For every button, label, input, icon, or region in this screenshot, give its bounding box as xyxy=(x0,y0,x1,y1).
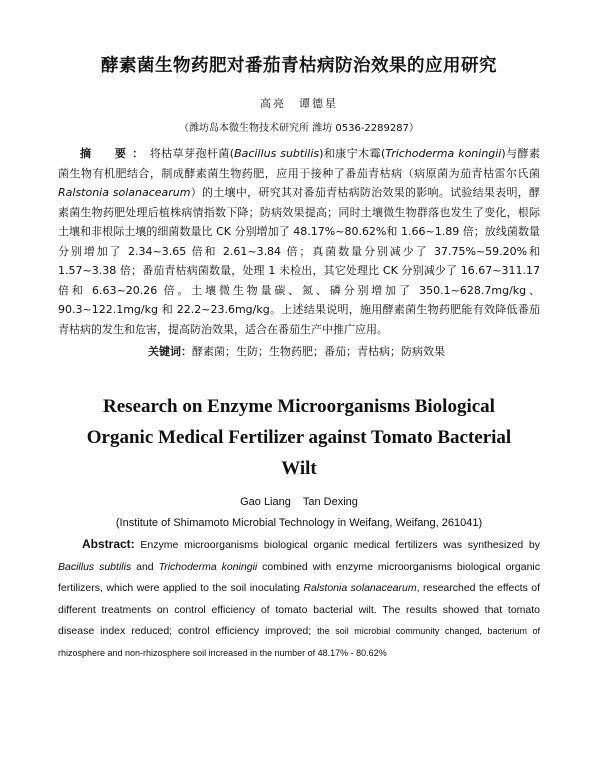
chinese-title: 酵素菌生物药肥对番茄青枯病防治效果的应用研究 xyxy=(101,56,497,76)
english-abstract-species-trichoderma: Trichoderma koningii xyxy=(158,560,258,573)
english-abstract-text-1: Enzyme microorganisms biological organic medical fertilizers was synthesized by xyxy=(134,539,540,551)
english-abstract-text-3: , researched the effects of different treatments on control efficiency of tomato bacterial wilt. The results showed that tomato disease index reduced; control efficiency improved; xyxy=(58,582,540,637)
chinese-abstract-text-3: )与酵素菌生物有机肥结合，制成酵素菌生物药肥，应用于接种了番茄青枯病（病原菌为茄青枯雷尔氏菌 xyxy=(58,147,541,180)
chinese-abstract-text-4: ）的土壤中，研究其对番茄青枯病防治效果的影响。试验结果表明，酵素菌生物药肥处理后植株病情指数下降；防病效果提高；同时土壤微生物群落也发生了变化，根际土壤和非根际土壤的细菌数量比 CK 分别增加了 48.17%~80.62%和 1.66~1.89 倍；放线菌数量分别增加了 2.34~3.65 倍和 2.61~3.84 倍；真菌数量分别减少了 37.75%~59.20%和 1.57~3.38 倍；番茄青枯病菌数量，处理 1 未检出，其它处理比 CK 分别减少了 16.67~311.17 倍和 6.63~20.26 倍。土壤微生物量碳、氮、磷分别增加了 350.1~628.7mg/kg、90.3~122.1mg/kg 和 22.2~23.6mg/kg。上述结果说明，施用酵素菌生物药肥能有效降低番茄青枯病的发生和危害，提高防治效果，适合在番茄生产中推广应用。 xyxy=(58,186,541,336)
chinese-abstract-text-1: 将枯草芽孢杆菌( xyxy=(149,147,235,160)
english-abstract-text-2: combined with enzyme microorganisms biological organic fertilizers, which were applied to the soil inoculating xyxy=(58,560,541,594)
english-abstract-species-bacillus: Bacillus subtilis xyxy=(58,560,132,573)
chinese-affiliation: （潍坊岛本微生物技术研究所 潍坊 0536-2289287） xyxy=(179,123,419,134)
chinese-authors: 高亮 谭德星 xyxy=(260,97,338,110)
chinese-abstract-species-trichoderma: Trichoderma koningii xyxy=(385,147,502,160)
english-abstract xyxy=(58,534,540,664)
english-abstract-label: Abstract: xyxy=(82,537,135,551)
chinese-keywords-label: 关键词： xyxy=(148,345,192,358)
english-abstract-text-small: the soil microbial community changed, bacterium of rhizosphere and non-rhizosphere soil increased in the number of 48.17% - 80.62% xyxy=(58,626,541,658)
english-affiliation: (Institute of Shimamoto Microbial Technology in Weifang, Weifang, 261041) xyxy=(115,517,483,529)
english-abstract-species-ralstonia: Ralstonia solanacearum xyxy=(303,582,417,594)
english-abstract-and: and xyxy=(131,560,159,573)
english-title-line-1: Research on Enzyme Microorganisms Biological xyxy=(103,396,495,417)
chinese-abstract-text-2: )和康宁木霉( xyxy=(319,147,386,160)
chinese-keywords xyxy=(148,343,540,359)
chinese-abstract xyxy=(58,144,540,339)
chinese-abstract-species-ralstonia: Ralstonia solanacearum xyxy=(58,186,191,199)
english-title xyxy=(58,391,540,484)
chinese-abstract-species-bacillus: Bacillus subtilis xyxy=(234,147,320,160)
english-title-line-3: Wilt xyxy=(281,458,317,479)
chinese-keywords-list: 酵素菌；生防；生物药肥；番茄；青枯病；防病效果 xyxy=(192,345,445,358)
english-author-2: Tan Dexing xyxy=(302,496,358,508)
english-authors xyxy=(58,496,540,508)
chinese-abstract-label: 摘 要： xyxy=(80,147,150,160)
english-title-line-2: Organic Medical Fertilizer against Tomato Bacterial xyxy=(86,427,512,448)
english-author-1: Gao Liang xyxy=(240,496,291,508)
